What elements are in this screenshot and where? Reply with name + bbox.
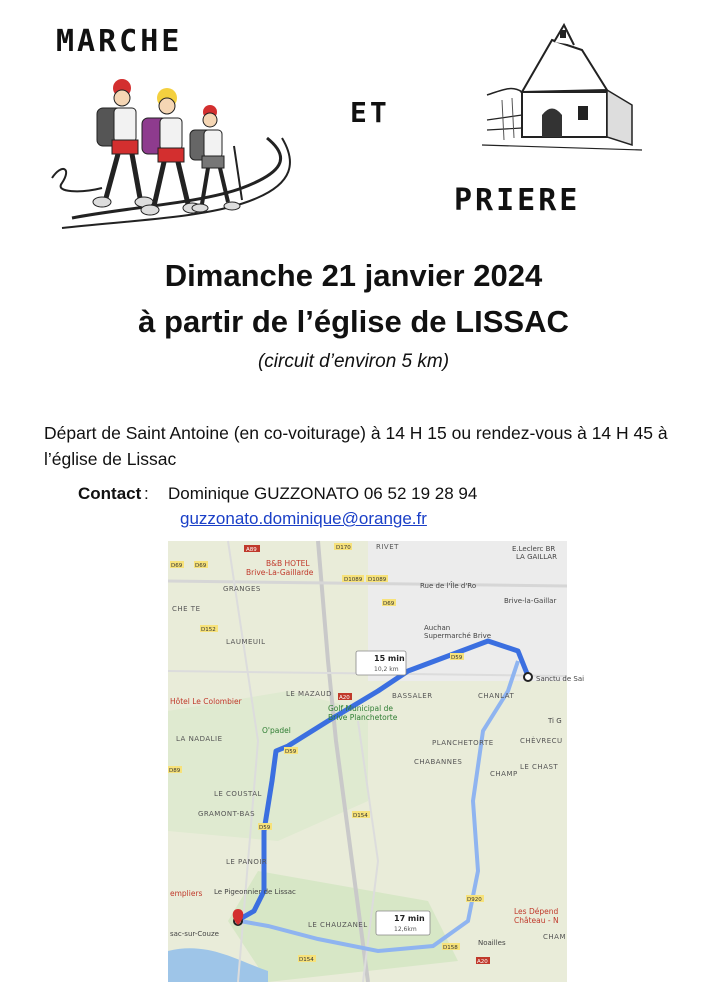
- poi-auchan-sub: Supermarché Brive: [424, 632, 492, 640]
- road-d89: D89: [169, 768, 181, 774]
- place-sanctuaire: Sanctu de Sai: [536, 675, 585, 683]
- poi-golf-sub: Brive Planchetorte: [328, 713, 398, 722]
- place-chabannes: CHABANNES: [414, 758, 463, 766]
- place-le-mazaud: LE MAZAUD: [286, 690, 332, 698]
- poi-auchan[interactable]: Auchan: [424, 624, 451, 632]
- place-lissac-couze: sac-sur-Couze: [170, 930, 219, 938]
- road-d69-b: D69: [195, 563, 207, 569]
- route1-distance: 10,2 km: [374, 666, 399, 673]
- road-a20-a: A20: [339, 695, 350, 701]
- place-chevrecu: CHÈVRECU: [520, 737, 563, 745]
- road-d1089-a: D1089: [344, 577, 363, 583]
- road-d69-a: D69: [171, 563, 183, 569]
- road-d158: D158: [443, 945, 458, 951]
- contact-label: Contact: [78, 484, 142, 503]
- road-d170: D170: [336, 545, 351, 551]
- place-bassaler: BASSALER: [392, 692, 433, 700]
- chapel-illustration: [482, 20, 642, 155]
- poi-hotel-colombier[interactable]: Hôtel Le Colombier: [170, 697, 242, 706]
- road-d59-b: D59: [285, 749, 297, 755]
- poi-opadel[interactable]: O'padel: [262, 726, 291, 735]
- road-d154-b: D154: [299, 957, 314, 963]
- event-date: Dimanche 21 janvier 2024: [164, 258, 543, 293]
- place-chanlat: CHANLAT: [478, 692, 515, 700]
- place-rivet: RIVET: [376, 543, 399, 551]
- place-rue: Rue de l'Île d'Ro: [420, 582, 477, 590]
- place-le-chauzanel: LE CHAUZANEL: [308, 921, 368, 929]
- route1-duration: 15 min: [374, 654, 405, 663]
- title-priere: PRIERE: [454, 183, 581, 218]
- place-che-te: CHE TE: [172, 605, 201, 613]
- place-la-nadalie: LA NADALIE: [176, 735, 223, 743]
- road-d1089-b: D1089: [368, 577, 387, 583]
- road-d154-a: D154: [353, 813, 368, 819]
- place-gramont-bas: GRAMONT-BAS: [198, 810, 256, 818]
- route2-duration: 17 min: [394, 914, 425, 923]
- poi-dependances[interactable]: Les Dépend: [514, 907, 559, 916]
- poi-dependances-sub: Château - N: [514, 916, 559, 925]
- place-brive: Brive-la-Gaillar: [504, 597, 557, 605]
- place-le-chast: LE CHAST: [520, 763, 559, 771]
- poi-bb-hotel-sub: Brive-La-Gaillarde: [246, 568, 314, 577]
- road-d59-c: D59: [259, 825, 271, 831]
- road-d59-a: D59: [451, 655, 463, 661]
- poi-pigeonnier[interactable]: Le Pigeonnier de Lissac: [214, 888, 296, 896]
- circuit-length: (circuit d’environ 5 km): [257, 351, 450, 372]
- hikers-illustration: [42, 68, 302, 233]
- title-marche: MARCHE: [56, 24, 183, 59]
- place-laumeuil: LAUMEUIL: [226, 638, 266, 646]
- place-le-coustal: LE COUSTAL: [214, 790, 262, 798]
- contact-email-link[interactable]: guzzonato.dominique@orange.fr: [180, 509, 427, 528]
- place-cham: CHAM: [543, 933, 566, 941]
- place-champ: CHAMP: [490, 770, 518, 778]
- road-d920: D920: [467, 897, 482, 903]
- contact-name-phone: Dominique GUZZONATO 06 52 19 28 94: [168, 484, 478, 503]
- route2-distance: 12,6km: [394, 926, 417, 933]
- road-a20-b: A20: [477, 959, 488, 965]
- place-noailles: Noailles: [478, 939, 506, 947]
- poi-leclerc[interactable]: E.Leclerc BR: [512, 545, 556, 553]
- road-a89: A89: [246, 547, 257, 553]
- place-granges: GRANGES: [223, 585, 261, 593]
- poi-templiers[interactable]: empliers: [170, 889, 203, 898]
- contact-colon: :: [144, 484, 149, 503]
- departure-info: Départ de Saint Antoine (en co-voiturage) à 14 H 15 ou rendez-vous à 14 H 45 à l’église de Lissac: [44, 423, 668, 469]
- map-destination-marker[interactable]: [524, 673, 532, 681]
- title-et: ET: [350, 96, 390, 129]
- poi-bb-hotel[interactable]: B&B HOTEL: [266, 559, 310, 568]
- place-ti-g: Ti G: [548, 717, 562, 725]
- place-planchetorte: PLANCHETORTE: [432, 739, 494, 747]
- event-place: à partir de l’église de LISSAC: [138, 304, 569, 339]
- place-le-panoir: LE PANOIR: [226, 858, 268, 866]
- poi-leclerc-sub: LA GAILLAR: [516, 553, 557, 561]
- road-d69-c: D69: [383, 601, 395, 607]
- road-d152: D152: [201, 627, 216, 633]
- route-map[interactable]: [168, 541, 585, 982]
- poi-golf[interactable]: Golf Municipal de: [328, 704, 393, 713]
